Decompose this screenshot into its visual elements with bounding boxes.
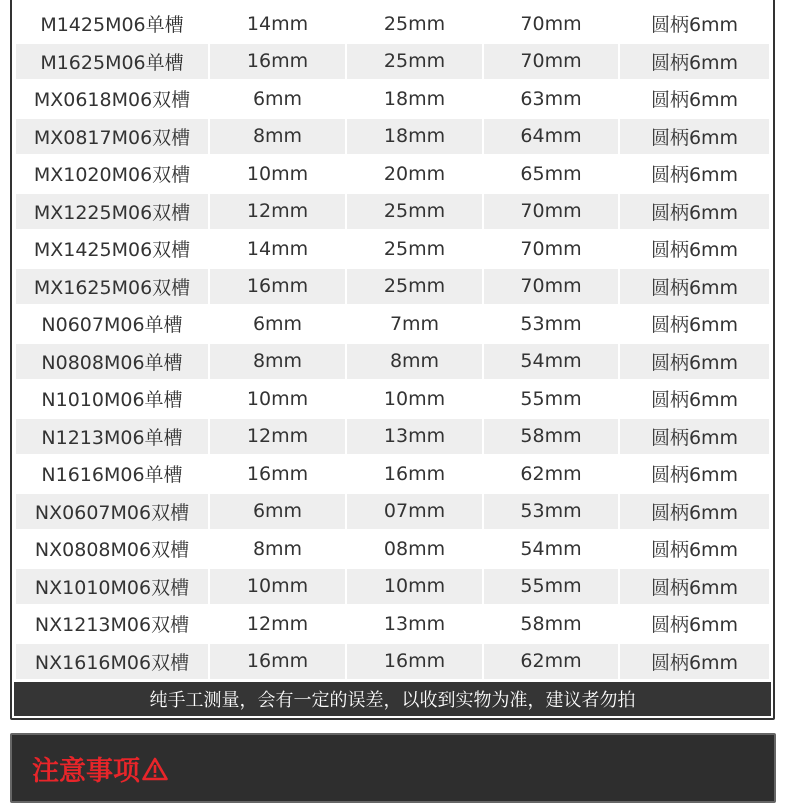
diameter-cell: 16mm — [210, 269, 347, 307]
table-row — [16, 531, 769, 569]
table-row — [16, 156, 769, 194]
model-cell: MX0618M06双槽 — [16, 81, 210, 119]
shank-cell: 圆柄6mm — [620, 419, 769, 457]
table-row — [16, 494, 769, 532]
table-row — [16, 419, 769, 457]
shank-cell: 圆柄6mm — [620, 119, 769, 157]
table-row — [16, 456, 769, 494]
blade-length-cell: 7mm — [347, 306, 484, 344]
total-length-cell: 58mm — [484, 419, 620, 457]
blade-length-cell: 25mm — [347, 44, 484, 82]
model-cell: NX1616M06双槽 — [16, 644, 210, 682]
total-length-cell: 70mm — [484, 231, 620, 269]
blade-length-cell: 25mm — [347, 231, 484, 269]
total-length-cell: 58mm — [484, 606, 620, 644]
blade-length-cell: 16mm — [347, 456, 484, 494]
blade-length-cell: 25mm — [347, 6, 484, 44]
diameter-cell: 8mm — [210, 531, 347, 569]
diameter-cell: 6mm — [210, 81, 347, 119]
diameter-cell: 10mm — [210, 569, 347, 607]
diameter-cell: 14mm — [210, 6, 347, 44]
total-length-cell: 70mm — [484, 269, 620, 307]
shank-cell: 圆柄6mm — [620, 156, 769, 194]
table-row — [16, 119, 769, 157]
model-cell: MX1225M06双槽 — [16, 194, 210, 232]
diameter-cell: 16mm — [210, 644, 347, 682]
blade-length-cell: 18mm — [347, 81, 484, 119]
shank-cell: 圆柄6mm — [620, 81, 769, 119]
table-row — [16, 44, 769, 82]
model-cell: N0607M06单槽 — [16, 306, 210, 344]
model-cell: NX0808M06双槽 — [16, 531, 210, 569]
table-row — [16, 344, 769, 382]
model-cell: MX1625M06双槽 — [16, 269, 210, 307]
table-row — [16, 381, 769, 419]
model-cell: N1213M06单槽 — [16, 419, 210, 457]
shank-cell: 圆柄6mm — [620, 344, 769, 382]
model-cell: MX1020M06双槽 — [16, 156, 210, 194]
diameter-cell: 8mm — [210, 344, 347, 382]
shank-cell: 圆柄6mm — [620, 269, 769, 307]
diameter-cell: 14mm — [210, 231, 347, 269]
shank-cell: 圆柄6mm — [620, 194, 769, 232]
shank-cell: 圆柄6mm — [620, 456, 769, 494]
blade-length-cell: 10mm — [347, 569, 484, 607]
shank-cell: 圆柄6mm — [620, 6, 769, 44]
model-cell: NX1010M06双槽 — [16, 569, 210, 607]
model-cell: M1625M06单槽 — [16, 44, 210, 82]
total-length-cell: 53mm — [484, 494, 620, 532]
total-length-cell: 70mm — [484, 6, 620, 44]
warning-triangle-icon — [142, 757, 168, 781]
model-cell: MX0817M06双槽 — [16, 119, 210, 157]
table-row — [16, 269, 769, 307]
model-cell: N1010M06单槽 — [16, 381, 210, 419]
total-length-cell: 63mm — [484, 81, 620, 119]
total-length-cell: 62mm — [484, 644, 620, 682]
diameter-cell: 16mm — [210, 44, 347, 82]
shank-cell: 圆柄6mm — [620, 569, 769, 607]
blade-length-cell: 18mm — [347, 119, 484, 157]
warning-panel — [10, 733, 776, 803]
diameter-cell: 12mm — [210, 194, 347, 232]
blade-length-cell: 13mm — [347, 606, 484, 644]
shank-cell: 圆柄6mm — [620, 494, 769, 532]
blade-length-cell: 08mm — [347, 531, 484, 569]
model-cell: N1616M06单槽 — [16, 456, 210, 494]
spec-panel — [10, 0, 775, 720]
diameter-cell: 8mm — [210, 119, 347, 157]
total-length-cell: 65mm — [484, 156, 620, 194]
diameter-cell: 6mm — [210, 494, 347, 532]
model-cell: MX1425M06双槽 — [16, 231, 210, 269]
total-length-cell: 55mm — [484, 569, 620, 607]
blade-length-cell: 13mm — [347, 419, 484, 457]
total-length-cell: 62mm — [484, 456, 620, 494]
measurement-note: 纯手工测量，会有一定的误差，以收到实物为准，建议者勿拍 — [14, 682, 771, 716]
shank-cell: 圆柄6mm — [620, 606, 769, 644]
diameter-cell: 12mm — [210, 606, 347, 644]
total-length-cell: 70mm — [484, 44, 620, 82]
shank-cell: 圆柄6mm — [620, 44, 769, 82]
spec-table-body — [16, 6, 769, 681]
diameter-cell: 6mm — [210, 306, 347, 344]
diameter-cell: 10mm — [210, 381, 347, 419]
total-length-cell: 64mm — [484, 119, 620, 157]
model-cell: M1425M06单槽 — [16, 6, 210, 44]
shank-cell: 圆柄6mm — [620, 381, 769, 419]
table-row — [16, 6, 769, 44]
total-length-cell: 53mm — [484, 306, 620, 344]
total-length-cell: 54mm — [484, 344, 620, 382]
total-length-cell: 54mm — [484, 531, 620, 569]
spec-table — [16, 6, 769, 681]
model-cell: NX1213M06双槽 — [16, 606, 210, 644]
shank-cell: 圆柄6mm — [620, 531, 769, 569]
blade-length-cell: 16mm — [347, 644, 484, 682]
table-row — [16, 569, 769, 607]
diameter-cell: 12mm — [210, 419, 347, 457]
table-row — [16, 194, 769, 232]
model-cell: N0808M06单槽 — [16, 344, 210, 382]
table-row — [16, 606, 769, 644]
blade-length-cell: 07mm — [347, 494, 484, 532]
model-cell: NX0607M06双槽 — [16, 494, 210, 532]
diameter-cell: 10mm — [210, 156, 347, 194]
shank-cell: 圆柄6mm — [620, 231, 769, 269]
blade-length-cell: 8mm — [347, 344, 484, 382]
table-row — [16, 306, 769, 344]
shank-cell: 圆柄6mm — [620, 306, 769, 344]
table-row — [16, 231, 769, 269]
warning-heading — [32, 749, 168, 788]
diameter-cell: 16mm — [210, 456, 347, 494]
total-length-cell: 70mm — [484, 194, 620, 232]
warning-title: 注意事项 — [32, 756, 140, 787]
blade-length-cell: 20mm — [347, 156, 484, 194]
table-row — [16, 81, 769, 119]
total-length-cell: 55mm — [484, 381, 620, 419]
table-row — [16, 644, 769, 682]
blade-length-cell: 10mm — [347, 381, 484, 419]
shank-cell: 圆柄6mm — [620, 644, 769, 682]
blade-length-cell: 25mm — [347, 194, 484, 232]
blade-length-cell: 25mm — [347, 269, 484, 307]
